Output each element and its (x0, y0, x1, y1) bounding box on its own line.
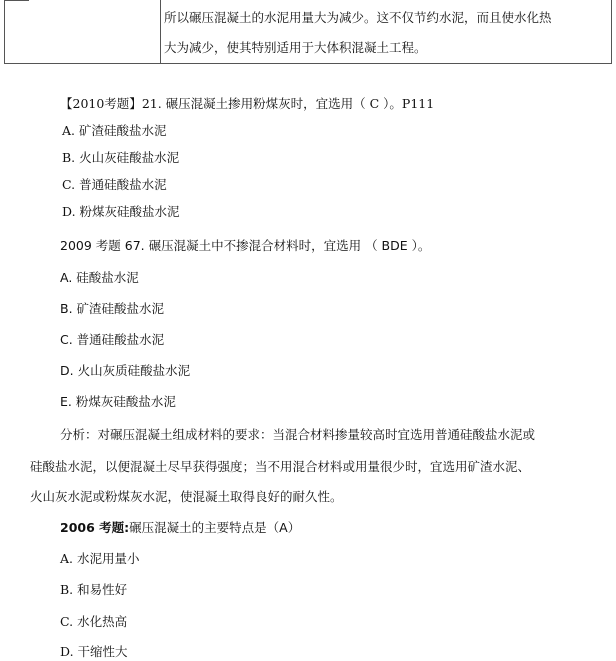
q2009-option-a: A. 硅酸盐水泥 (60, 270, 139, 285)
q2009-question: 2009 考题 67. 碾压混凝土中不掺混合材料时，宜选用 （ BDE ）。 (60, 238, 431, 253)
q2009-option-e: E. 粉煤灰硅酸盐水泥 (60, 394, 176, 409)
q2009-option-d: D. 火山灰质硅酸盐水泥 (60, 363, 191, 378)
q2009-option-b: B. 矿渣硅酸盐水泥 (60, 301, 165, 316)
table-column-divider (160, 0, 161, 63)
q2010-option-d: D. 粉煤灰硅酸盐水泥 (62, 204, 180, 219)
table-text-line-1: 所以碾压混凝土的水泥用量大为减少。这不仅节约水泥，而且使水化热 (164, 10, 552, 25)
table-text-line-2: 大为减少，使其特别适用于大体积混凝土工程。 (164, 40, 427, 55)
q2006-option-a: A. 水泥用量小 (60, 551, 140, 566)
q2010-prefix: 【2010考题】 (60, 96, 142, 111)
q2010-question (60, 94, 434, 112)
q2006-label: 2006 考题: (60, 520, 130, 535)
q2006-option-c: C. 水化热高 (60, 614, 128, 629)
q2009-option-c: C. 普通硅酸盐水泥 (60, 332, 165, 347)
q2006-option-d: D. 干缩性大 (60, 644, 128, 659)
q2010-option-a: A. 矿渣硅酸盐水泥 (62, 123, 167, 138)
q2006-option-b: B. 和易性好 (60, 582, 128, 597)
q2010-question-text: 21. 碾压混凝土掺用粉煤灰时，宜选用（ C ）。P111 (141, 96, 435, 111)
q2006-question (60, 518, 300, 536)
q2010-option-c: C. 普通硅酸盐水泥 (62, 177, 167, 192)
q2010-option-b: B. 火山灰硅酸盐水泥 (62, 150, 180, 165)
analysis-line-3: 火山灰水泥或粉煤灰水泥，使混凝土取得良好的耐久性。 (30, 489, 343, 504)
table-corner-tick (5, 0, 29, 1)
analysis-line-2: 硅酸盐水泥，以便混凝土尽早获得强度；当不用混合材料或用量很少时，宜选用矿渣水泥、 (30, 459, 531, 474)
q2006-question-text: 碾压混凝土的主要特点是（A） (129, 520, 301, 535)
analysis-line-1: 分析：对碾压混凝土组成材料的要求：当混合材料掺量较高时宜选用普通硅酸盐水泥或 (60, 427, 536, 442)
